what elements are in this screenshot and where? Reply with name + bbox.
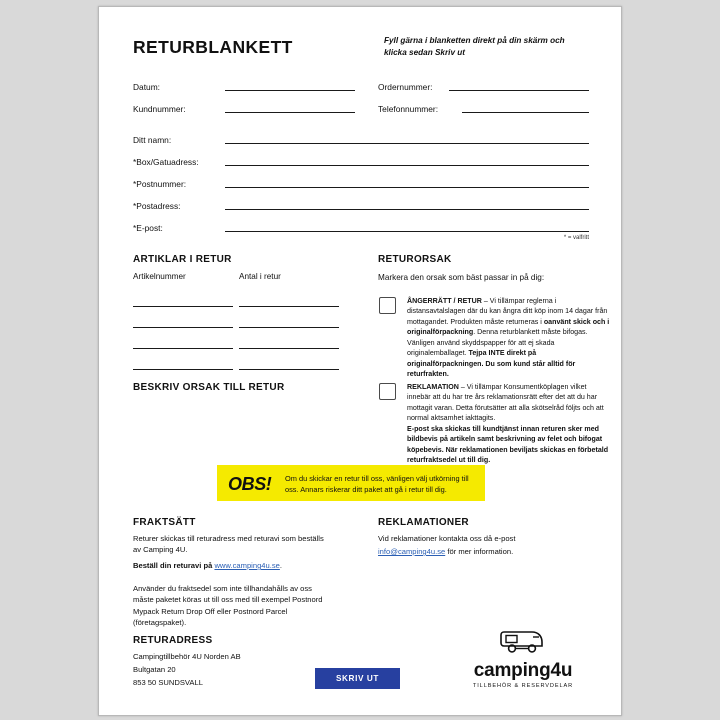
article-row-3-qty[interactable]: [239, 348, 339, 349]
input-telefonnummer[interactable]: [462, 112, 589, 113]
support-email-link[interactable]: info@camping4u.se: [378, 547, 446, 556]
input-kundnummer[interactable]: [225, 112, 355, 113]
reason-heading: RETURORSAK: [378, 254, 452, 265]
articles-col-artikelnummer: Artikelnummer: [133, 272, 186, 281]
camping4u-website-link[interactable]: www.camping4u.se: [214, 561, 280, 570]
return-address-line-1: Campingtillbehör 4U Norden AB: [133, 652, 241, 661]
logo-tagline: TILLBEHÖR & RESERVDELAR: [472, 683, 574, 689]
obs-banner: [217, 465, 485, 501]
article-row-1-number[interactable]: [133, 306, 233, 307]
article-row-2-number[interactable]: [133, 327, 233, 328]
label-kundnummer: Kundnummer:: [133, 104, 186, 114]
input-box-gatuadress[interactable]: [225, 165, 589, 166]
header-instruction: Fyll gärna i blanketten direkt på din skärm och klicka sedan Skriv ut: [384, 36, 565, 58]
return-form-page: [98, 6, 622, 716]
shipping-paragraph-3: Använder du fraktsedel som inte tillhandahålls av oss måste paketet köras ut till oss med till exempel Postnord Mypack Return Drop Off eller Postnord Parcel (företagspaket).: [133, 584, 323, 628]
article-row-2-qty[interactable]: [239, 327, 339, 328]
reason-option-angerratt-text: [407, 296, 612, 380]
label-telefonnummer: Telefonnummer:: [378, 104, 439, 114]
reason-option-angerratt-body: – Vi tillämpar reglerna i distansavtalslagen där du kan ångra ditt köp inom 14 dagar från mottagandet. Produkten måste returneras i oanvänt skick och i originalförpackning. Denna returblankett måste bifogas. Vänligen använd skyddspapper för att ej skada originalemballaget. Tejpa INTE direkt på originalförpackningen. Du som kund står alltid för returfrakten.: [407, 297, 610, 379]
form-content: [133, 25, 610, 701]
obs-word: OBS!: [228, 474, 272, 494]
input-datum[interactable]: [225, 90, 355, 91]
shipping-paragraph-1: Returer skickas till returadress med returavi som beställs av Camping 4U.: [133, 534, 324, 555]
shipping-heading: FRAKTSÄTT: [133, 517, 196, 528]
shipping-paragraph-2: [133, 560, 333, 571]
page-title: RETURBLANKETT: [133, 37, 293, 57]
input-namn[interactable]: [225, 143, 589, 144]
required-note: * = valfritt: [563, 235, 589, 241]
claims-heading: REKLAMATIONER: [378, 517, 469, 528]
articles-col-antal: Antal i retur: [239, 272, 281, 281]
print-button[interactable]: SKRIV UT: [315, 668, 400, 689]
checkbox-angerratt[interactable]: [379, 297, 396, 314]
caravan-icon: [500, 628, 546, 654]
shipping-order-label: Beställ din returavi på: [133, 561, 215, 570]
input-postadress[interactable]: [225, 209, 589, 210]
brand-logo: [457, 628, 589, 689]
input-epost[interactable]: [225, 231, 589, 232]
reason-option-reklamation-title: REKLAMATION: [407, 383, 459, 391]
articles-heading: ARTIKLAR I RETUR: [133, 254, 232, 265]
article-row-3-number[interactable]: [133, 348, 233, 349]
describe-reason-heading: BESKRIV ORSAK TILL RETUR: [133, 382, 285, 393]
article-row-4-number[interactable]: [133, 369, 233, 370]
label-postnummer: *Postnummer:: [133, 179, 187, 189]
claims-paragraph-1: Vid reklamationer kontakta oss då e-post: [378, 534, 516, 543]
return-address-line-2: Bultgatan 20: [133, 665, 176, 674]
reason-option-reklamation-body: – Vi tillämpar Konsumentköplagen vilket innebär att du har tre års reklamationsrätt efter det att du har mottagit varan. Detta förutsätter att alla skötselråd följts och att normal aktsamhet iakttagits.: [407, 383, 604, 423]
return-address-heading: RETURADRESS: [133, 635, 213, 646]
label-datum: Datum:: [133, 82, 160, 92]
article-row-4-qty[interactable]: [239, 369, 339, 370]
logo-wordmark: camping4u: [473, 660, 573, 681]
obs-text: Om du skickar en retur till oss, vänligen välj utkörning till oss. Annars riskerar ditt paket att gå i retur till dig.: [285, 474, 469, 495]
claims-paragraph-2-end: för mer information.: [445, 547, 514, 556]
input-ordernummer[interactable]: [449, 90, 589, 91]
claims-paragraph-2: [378, 546, 578, 557]
label-box-gatuadress: *Box/Gatuadress:: [133, 157, 199, 167]
return-address-line-3: 853 50 SUNDSVALL: [133, 678, 203, 687]
shipping-paragraph-2-end: .: [279, 561, 282, 570]
label-namn: Ditt namn:: [133, 135, 172, 145]
label-ordernummer: Ordernummer:: [378, 82, 433, 92]
reason-option-reklamation-body2: E-post ska skickas till kundtjänst innan returen sker med bildbevis på artikeln samt beskrivning av felet och bifogat köpebevis. När reklamationen beviljats skickas en förbetald returfraktsedel ut till dig.: [407, 424, 609, 465]
checkbox-reklamation[interactable]: [379, 383, 396, 400]
reason-option-reklamation-text: [407, 382, 612, 466]
label-epost: *E-post:: [133, 223, 163, 233]
article-row-1-qty[interactable]: [239, 306, 339, 307]
reason-option-angerratt-title: ÅNGERRÄTT / RETUR: [407, 297, 482, 305]
reason-intro: Markera den orsak som bäst passar in på dig:: [378, 273, 545, 282]
input-postnummer[interactable]: [225, 187, 589, 188]
label-postadress: *Postadress:: [133, 201, 181, 211]
